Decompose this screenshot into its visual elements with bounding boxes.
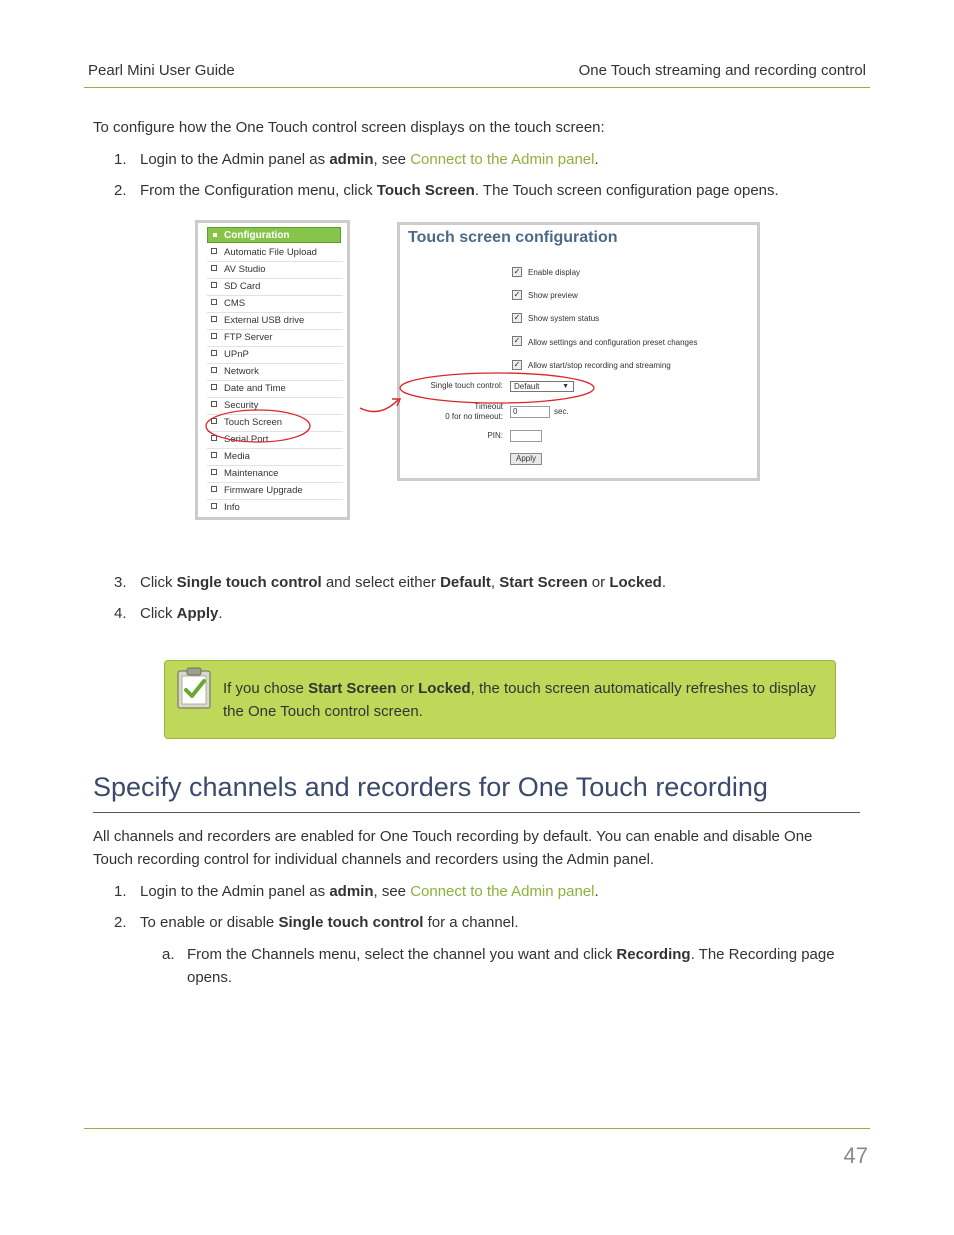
menu-item: SD Card [207, 279, 343, 296]
checkbox-label: Show preview [528, 291, 578, 300]
checkbox: ✓ [513, 336, 521, 345]
timeout-unit: sec. [554, 407, 569, 416]
step-number: 2. [114, 182, 127, 199]
footer-rule [84, 1128, 870, 1129]
menu-item: Security [207, 398, 343, 415]
step-text: From the Configuration menu, click Touch Screen. The Touch screen configuration page opens. [140, 182, 779, 199]
step-text: Click Single touch control and select either Default, Start Screen or Locked. [140, 574, 667, 591]
menu-item: Maintenance [207, 466, 343, 483]
timeout-label: Timeout [474, 402, 503, 411]
checkbox-label: Show system status [528, 314, 600, 323]
section-rule [93, 812, 860, 813]
checkbox-label: Allow settings and configuration preset changes [528, 338, 698, 347]
substep-letter: a. [162, 946, 175, 963]
checkbox: ✓ [513, 267, 521, 276]
menu-item: Info [207, 500, 343, 517]
header-section: One Touch streaming and recording control [578, 62, 866, 79]
menu-item: CMS [207, 296, 343, 313]
step-number: 3. [114, 574, 127, 591]
step-number: 1. [114, 883, 127, 900]
header-title: Pearl Mini User Guide [88, 62, 235, 79]
note-text: If you chose Start Screen or Locked, the touch screen automatically refreshes to display the One Touch control screen. [223, 680, 816, 720]
step-text: Login to the Admin panel as admin, see Connect to the Admin panel. [140, 151, 599, 168]
step-number: 4. [114, 605, 127, 622]
step-number: 1. [114, 151, 127, 168]
menu-item: UPnP [207, 347, 343, 364]
highlight-arrow [360, 400, 398, 412]
menu-item: Firmware Upgrade [207, 483, 343, 500]
checkbox: ✓ [513, 360, 521, 369]
menu-item: External USB drive [207, 313, 343, 330]
config-menu-header: Configuration [207, 227, 341, 243]
touch-config-title: Touch screen configuration [408, 229, 618, 246]
section-title: Specify channels and recorders for One Touch recording [93, 772, 768, 802]
menu-item: Serial Port [207, 432, 343, 449]
intro-text: To configure how the One Touch control screen displays on the touch screen: [93, 119, 605, 136]
menu-item: Date and Time [207, 381, 343, 398]
timeout-input: 0 [510, 406, 550, 418]
admin-panel-link[interactable]: Connect to the Admin panel [410, 151, 595, 168]
clipboard-check-icon [176, 666, 212, 710]
menu-item: Network [207, 364, 343, 381]
checkbox-label: Enable display [528, 268, 581, 277]
step-text: Click Apply. [140, 605, 223, 622]
step-number: 2. [114, 914, 127, 931]
single-touch-select: Default ▼ [510, 381, 574, 392]
admin-panel-link[interactable]: Connect to the Admin panel [410, 883, 595, 900]
page-number: 47 [843, 1143, 868, 1168]
note-box [164, 660, 836, 739]
step-text: To enable or disable Single touch control for a channel. [140, 914, 519, 931]
checkbox-label: Allow start/stop recording and streaming [528, 361, 671, 370]
menu-item: AV Studio [207, 262, 343, 279]
single-touch-label: Single touch control: [430, 381, 503, 390]
menu-item: Automatic File Upload [207, 245, 343, 262]
checkbox: ✓ [513, 313, 521, 322]
touch-screen-highlight-circle [206, 410, 310, 442]
checkbox: ✓ [513, 290, 521, 299]
menu-item: Media [207, 449, 343, 466]
step-text: Login to the Admin panel as admin, see Connect to the Admin panel. [140, 883, 599, 900]
menu-item: FTP Server [207, 330, 343, 347]
substep-text: From the Channels menu, select the channel you want and click Recording. The Recording page opens. [187, 946, 835, 986]
timeout-sub-label: 0 for no timeout: [445, 412, 503, 421]
section-body: All channels and recorders are enabled for One Touch recording by default. You can enable and disable One Touch recording control for individual channels and recorders using the Admin panel. [93, 828, 813, 868]
menu-item-touch-screen: Touch Screen [207, 415, 343, 432]
apply-button-screenshot: Apply [510, 453, 542, 465]
pin-label: PIN: [487, 431, 503, 440]
single-touch-highlight-circle [400, 373, 594, 403]
